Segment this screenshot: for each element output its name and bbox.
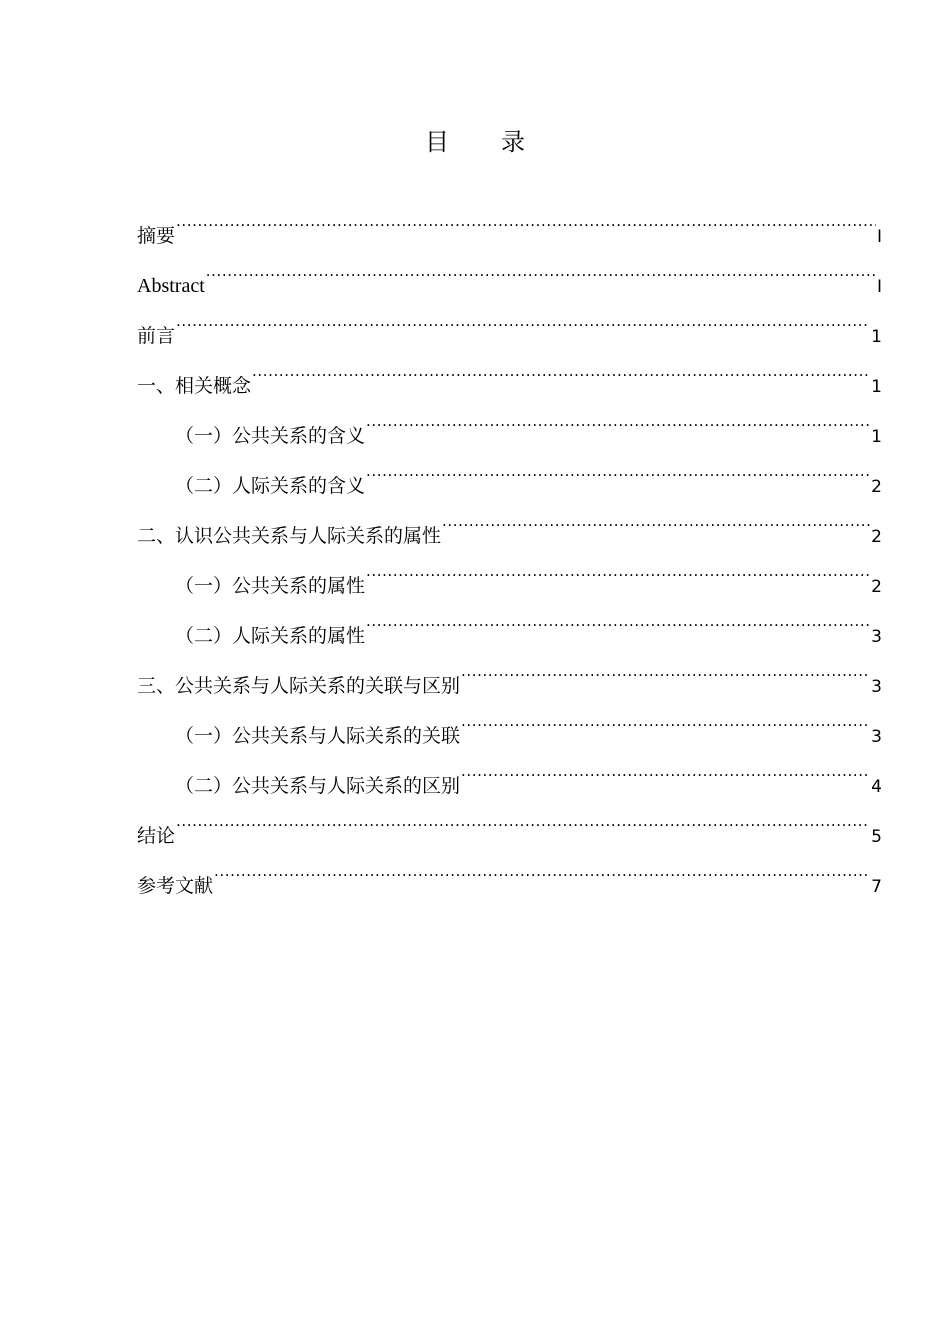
toc-dot-leader <box>442 492 870 542</box>
toc-page-number: 2 <box>871 577 882 597</box>
toc-entry-abstract-en[interactable] <box>137 242 882 297</box>
toc-page-number: I <box>876 277 882 297</box>
toc-page-number: 1 <box>871 327 882 347</box>
toc-page-number: 3 <box>871 727 882 747</box>
toc-entry-preface[interactable] <box>137 292 882 347</box>
toc-dot-leader <box>176 792 870 842</box>
toc-entry-abstract-zh[interactable] <box>137 192 882 247</box>
toc-entry-label: 一、相关概念 <box>137 375 252 397</box>
toc-entry-conclusion[interactable] <box>137 792 882 847</box>
toc-entry-label: （一）公共关系与人际关系的关联 <box>175 725 461 747</box>
toc-page-number: 4 <box>871 777 882 797</box>
toc-entry-label: 摘要 <box>137 225 176 247</box>
toc-entry-label: 二、认识公共关系与人际关系的属性 <box>137 525 442 547</box>
toc-entry-label: 结论 <box>137 825 176 847</box>
toc-list <box>137 192 882 897</box>
toc-dot-leader <box>461 692 870 742</box>
toc-page-number: 5 <box>871 827 882 847</box>
toc-title-char-1: 目 <box>425 128 449 156</box>
toc-page-number: 1 <box>871 427 882 447</box>
toc-dot-leader <box>461 642 870 692</box>
toc-page-number: 3 <box>871 627 882 647</box>
toc-title <box>0 124 950 160</box>
toc-dot-leader <box>176 192 876 242</box>
toc-entry-label: 前言 <box>137 325 176 347</box>
toc-dot-leader <box>252 342 870 392</box>
toc-dot-leader <box>366 542 870 592</box>
toc-entry-label: （一）公共关系的含义 <box>175 425 366 447</box>
toc-entry-label: （二）人际关系的属性 <box>175 625 366 647</box>
toc-entry-references[interactable] <box>137 842 882 897</box>
toc-page-number: 3 <box>871 677 882 697</box>
toc-page-number: 1 <box>871 377 882 397</box>
toc-dot-leader <box>366 392 870 442</box>
toc-entry-section-1[interactable] <box>137 342 882 397</box>
toc-page-number: 2 <box>871 527 882 547</box>
toc-entry-label: 参考文献 <box>137 875 214 897</box>
toc-page-number: 2 <box>871 477 882 497</box>
toc-title-char-2: 录 <box>501 128 525 156</box>
toc-entry-label: （一）公共关系的属性 <box>175 575 366 597</box>
toc-entry-label: 三、公共关系与人际关系的关联与区别 <box>137 675 461 697</box>
toc-dot-leader <box>366 592 870 642</box>
toc-entry-label: （二）公共关系与人际关系的区别 <box>175 775 461 797</box>
toc-dot-leader <box>366 442 870 492</box>
toc-page-number: 7 <box>871 877 882 897</box>
toc-entry-label: （二）人际关系的含义 <box>175 475 366 497</box>
toc-dot-leader <box>176 292 870 342</box>
toc-dot-leader <box>461 742 870 792</box>
toc-dot-leader <box>206 242 876 292</box>
toc-page-number: I <box>876 227 882 247</box>
toc-dot-leader <box>214 842 870 892</box>
toc-entry-label: Abstract <box>137 275 205 297</box>
